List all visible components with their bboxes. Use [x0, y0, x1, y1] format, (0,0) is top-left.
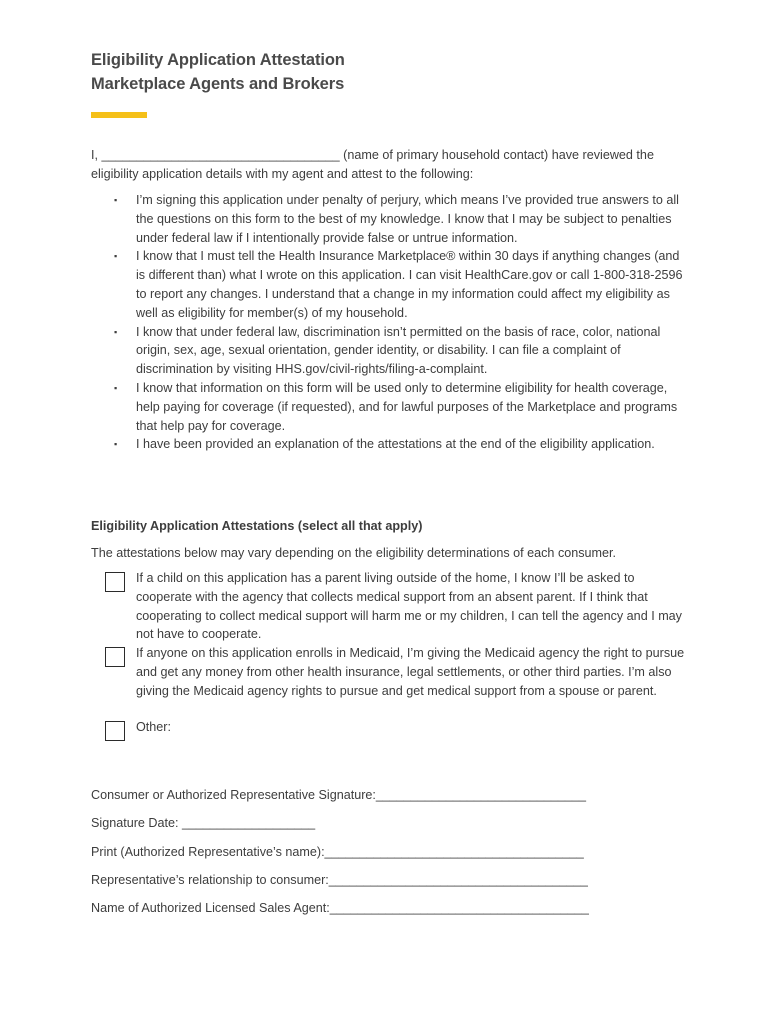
- list-item: [91, 247, 691, 322]
- list-item: [91, 191, 691, 247]
- other-checkbox[interactable]: [105, 721, 125, 741]
- bullet-icon: ▪: [114, 382, 118, 393]
- accent-bar: [91, 112, 147, 118]
- signature-date-field[interactable]: Signature Date: ___________________: [91, 816, 316, 830]
- page-title: [91, 48, 345, 96]
- medicaid-checkbox[interactable]: [105, 647, 125, 667]
- bullet-text: I know that under federal law, discrimination isn’t permitted on the basis of race, color, national origin, sex, age, sexual orientation, gender identity, or disability. I can file a complaint of discrimination by visiting HHS.gov/civil-rights/filing-a-complaint.: [136, 324, 661, 377]
- bullet-icon: ▪: [114, 251, 118, 262]
- attestation-option-text: If a child on this application has a parent living outside of the home, I know I’ll be asked to cooperate with the agency that collects medical support from an absent parent. If I think that cooperating to collect medical support will harm me or my children, I can tell the agency and I may not have to cooperate.: [136, 571, 682, 642]
- attestations-heading: Eligibility Application Attestations (select all that apply): [91, 519, 423, 533]
- agent-name-field[interactable]: Name of Authorized Licensed Sales Agent:_____________________________________: [91, 901, 589, 915]
- attestation-option-text: Other:: [136, 720, 171, 734]
- bullet-text: I know that I must tell the Health Insurance Marketplace® within 30 days if anything changes (and is different than) what I wrote on this application. I can visit HealthCare.gov or call 1-800-318-2596 to report any changes. I understand that a change in my information could affect my eligibility as well as eligibility for member(s) of my household.: [136, 249, 683, 320]
- bullet-text: I have been provided an explanation of the attestations at the end of the eligibility application.: [136, 437, 655, 452]
- list-item: [91, 379, 691, 435]
- bullet-text: I’m signing this application under penalty of perjury, which means I’ve provided true answers to all the questions on this form to the best of my knowledge. I know that I may be subject to penalties under federal law if I intentionally provide false or untrue information.: [136, 193, 679, 245]
- bullet-icon: ▪: [114, 326, 118, 337]
- attestations-note: The attestations below may vary depending on the eligibility determinations of each consumer.: [91, 546, 617, 560]
- title-line-2: Marketplace Agents and Brokers: [91, 75, 345, 93]
- child-support-checkbox[interactable]: [105, 572, 125, 592]
- consumer-signature-field[interactable]: Consumer or Authorized Representative Signature:______________________________: [91, 788, 587, 802]
- bullet-text: I know that information on this form will be used only to determine eligibility for health coverage, help paying for coverage (if requested), and for lawful purposes of the Marketplace and programs that help pay for coverage.: [136, 380, 678, 433]
- attestation-option-text: If anyone on this application enrolls in Medicaid, I’m giving the Medicaid agency the right to pursue and get any money from other health insurance, legal settlements, or other third parties. I’m also giving the Medicaid agency rights to pursue and get medical support from a spouse or parent.: [136, 646, 685, 698]
- attestation-bullet-list: [91, 191, 691, 454]
- intro-paragraph: I, __________________________________ (name of primary household contact) have reviewed the eligibility application details with my agent and attest to the following:: [91, 148, 654, 181]
- print-name-field[interactable]: Print (Authorized Representative’s name):_____________________________________: [91, 845, 584, 859]
- list-item: [91, 435, 691, 454]
- title-line-1: Eligibility Application Attestation: [91, 51, 345, 69]
- bullet-icon: ▪: [114, 195, 118, 205]
- list-item: [91, 323, 691, 379]
- bullet-icon: ▪: [114, 439, 118, 450]
- relationship-field[interactable]: Representative’s relationship to consumer:_____________________________________: [91, 873, 588, 887]
